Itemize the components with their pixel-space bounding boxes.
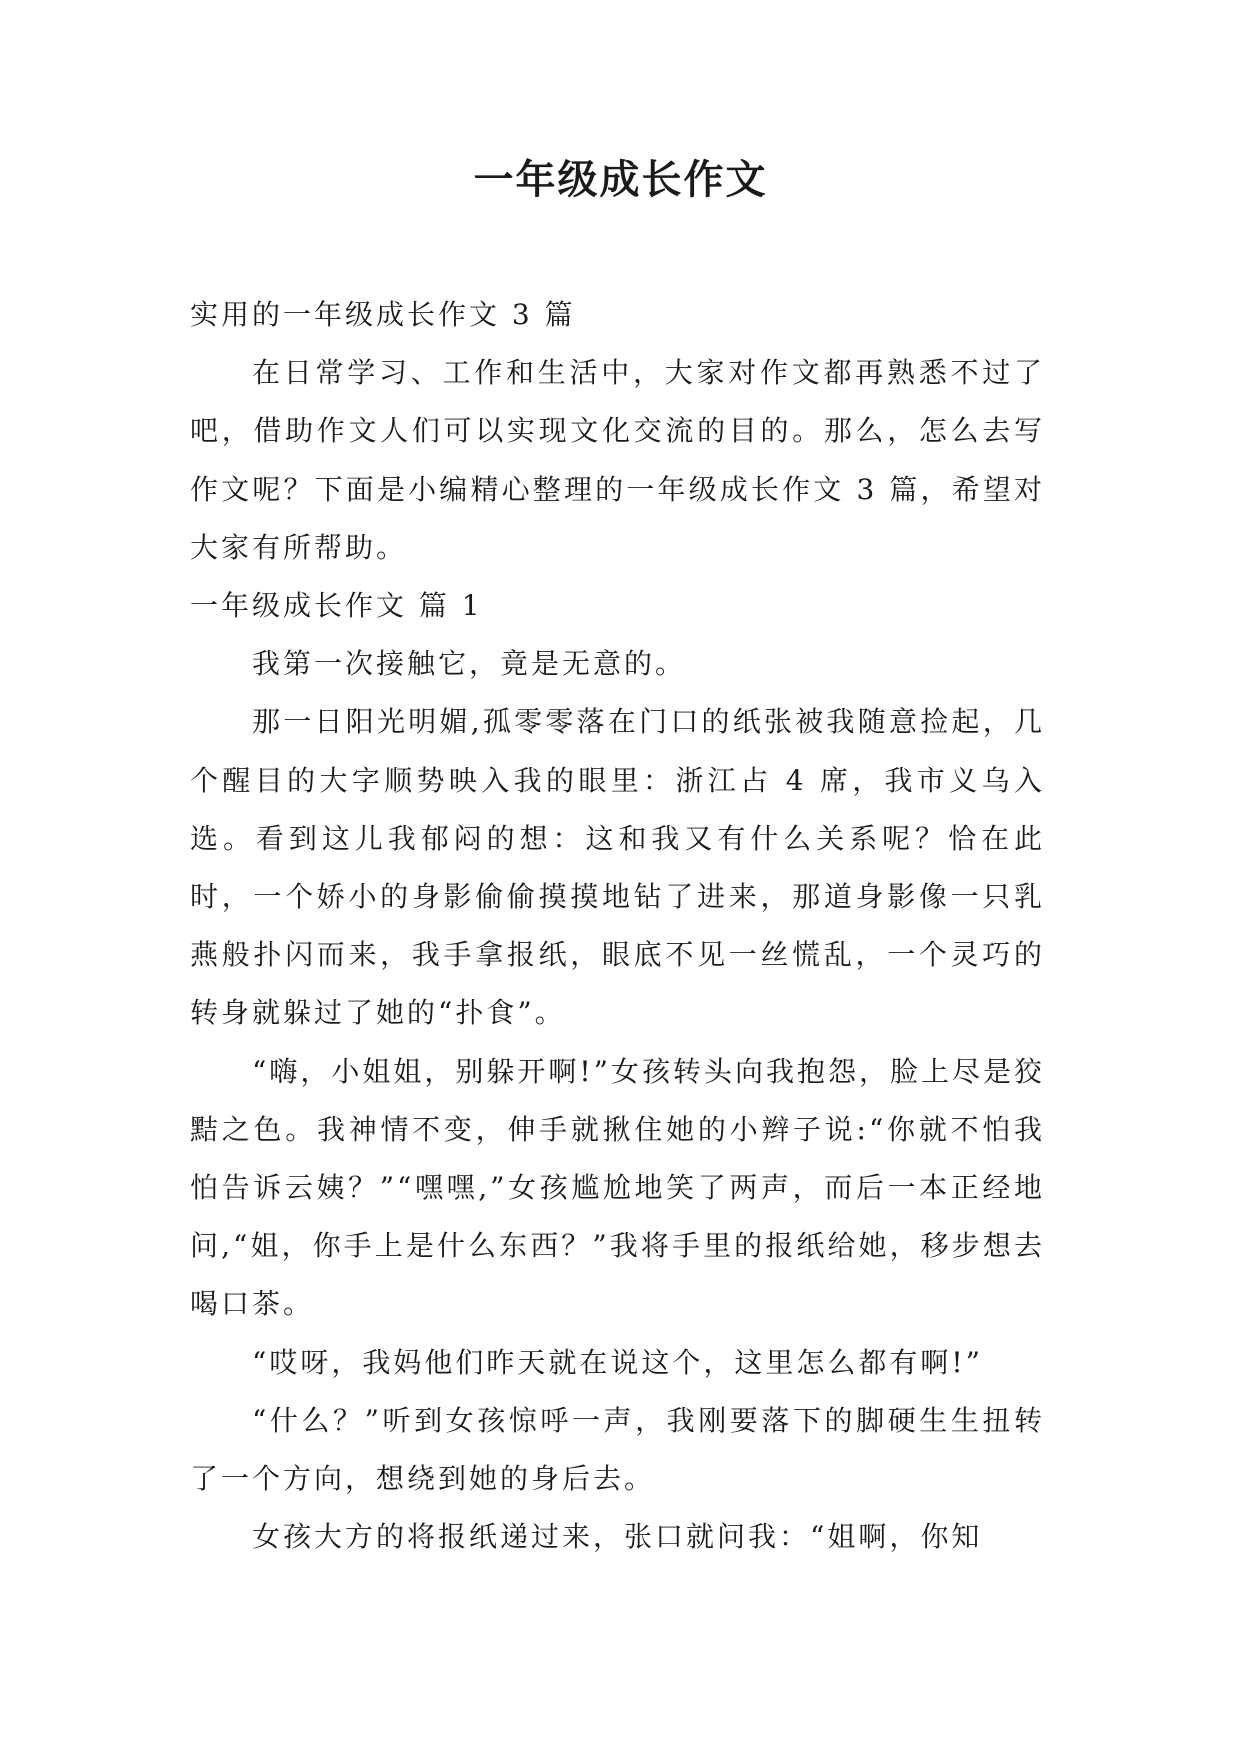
body-paragraph: 那一日阳光明媚,孤零零落在门口的纸张被我随意捡起，几个醒目的大字顺势映入我的眼里：浙江占 4 席，我市义乌入选。看到这儿我郁闷的想：这和我又有什么关系呢？恰在此时，一个娇小的身影偷偷摸摸地钻了进来，那道身影像一只乳燕般扑闪而来，我手拿报纸，眼底不见一丝慌乱，一个灵巧的转身就躲过了她的“扑食”。	[190, 705, 1045, 1030]
document-body	[190, 286, 1045, 1566]
body-paragraph: 女孩大方的将报纸递过来，张口就问我：“姐啊，你知	[252, 1520, 983, 1554]
body-paragraph: “哎呀，我妈他们昨天就在说这个，这里怎么都有啊!”	[252, 1345, 983, 1379]
section-heading: 一年级成长作文 篇 1	[190, 589, 483, 623]
body-paragraph: “什么？”听到女孩惊呼一声，我刚要落下的脚硬生生扭转了一个方向，想绕到她的身后去。	[190, 1403, 1045, 1496]
document-title: 一年级成长作文	[473, 156, 768, 203]
intro-paragraph: 在日常学习、工作和生活中，大家对作文都再熟悉不过了吧，借助作文人们可以实现文化交流的目的。那么，怎么去写作文呢？下面是小编精心整理的一年级成长作文 3 篇，希望对大家有所帮助。	[190, 356, 1045, 564]
body-paragraph: “嗨，小姐姐，别躲开啊!”女孩转头向我抱怨，脸上尽是狡黠之色。我神情不变，伸手就揪住她的小辫子说:“你就不怕我怕告诉云姨？”“嘿嘿,”女孩尴尬地笑了两声，而后一本正经地问,“姐，你手上是什么东西？”我将手里的报纸给她，移步想去喝口茶。	[190, 1054, 1045, 1321]
body-paragraph: 我第一次接触它，竟是无意的。	[252, 647, 687, 681]
article-heading: 实用的一年级成长作文 3 篇	[190, 298, 576, 331]
